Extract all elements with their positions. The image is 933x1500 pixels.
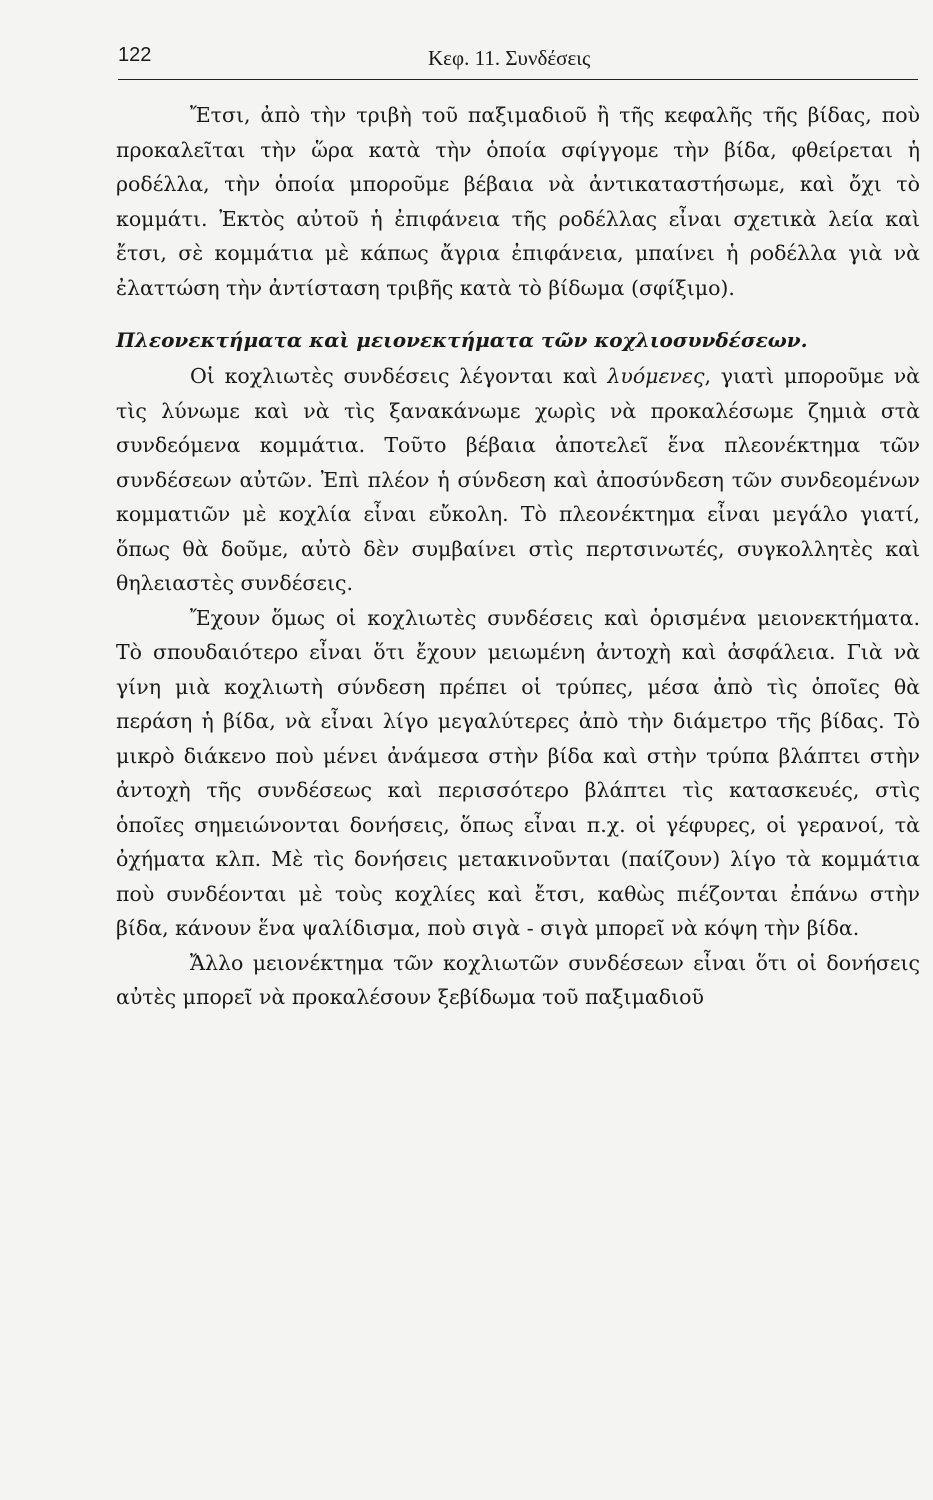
header-rule [118,79,918,80]
page-number: 122 [118,44,152,66]
section-heading: Πλεονεκτήματα καὶ μειονεκτήματα τῶν κοχλιοσυνδέσεων. [116,328,808,352]
body-text [116,98,920,1015]
advantages-italic-term: λυόμενες [607,364,705,388]
advantages-text-start: Οἱ κοχλιωτὲς συνδέσεις λέγονται καὶ [190,364,608,388]
paragraph-loosening: Ἄλλο μειονέκτημα τῶν κοχλιωτῶν συνδέσεων εἶναι ὅτι οἱ δονήσεις αὐτὲς μπορεῖ νὰ προκαλέσουν ξεβίδωμα τοῦ παξιμαδιοῦ [116,950,920,1009]
advantages-text-end: , γιατὶ μποροῦμε νὰ τὶς λύνωμε καὶ νὰ τὶς ξανακάνωμε χωρὶς νὰ προκαλέσωμε ζημιὰ στὰ συνδεόμενα κομμάτια. Τοῦτο βέβαια ἀποτελεῖ ἕνα πλεονέκτημα τῶν συνδέσεων αὐτῶν. Ἐπὶ πλέον ἡ σύνδεση καὶ ἀποσύνδεση τῶν συνδεομένων κομματιῶν μὲ κοχλία εἶναι εὔκολη. Τὸ πλεονέκτημα εἶναι μεγάλο γιατί, ὅπως θὰ δοῦμε, αὐτὸ δὲν συμβαίνει στὶς περτσινωτές, συγκολλητὲς καὶ θηλειαστὲς συνδέσεις. [116,364,920,595]
paragraph-advantages [116,359,920,601]
paragraph-washer-friction: Ἔτσι, ἀπὸ τὴν τριβὴ τοῦ παξιμαδιοῦ ἢ τῆς κεφαλῆς τῆς βίδας, ποὺ προκαλεῖται τὴν ὥρα κατὰ τὴν ὁποία σφίγγομε τὴν βίδα, φθείρεται ἡ ροδέλλα, τὴν ὁποία μποροῦμε βέβαια νὰ ἀντικαταστήσωμε, καὶ ὄχι τὸ κομμάτι. Ἐκτὸς αὐτοῦ ἡ ἐπιφάνεια τῆς ροδέλλας εἶναι σχετικὰ λεία καὶ ἔτσι, σὲ κομμάτια μὲ κάπως ἄγρια ἐπιφάνεια, μπαίνει ἡ ροδέλλα γιὰ νὰ ἐλαττώση τὴν ἀντίσταση τριβῆς κατὰ τὸ βίδωμα (σφίξιμο). [116,103,920,300]
running-title: Κεφ. 11. Συνδέσεις [428,46,591,70]
page-header [118,44,918,78]
paragraph-disadvantages: Ἔχουν ὅμως οἱ κοχλιωτὲς συνδέσεις καὶ ὁρισμένα μειονεκτήματα. Τὸ σπουδαιότερο εἶναι ὅτι ἔχουν μειωμένη ἀντοχὴ καὶ ἀσφάλεια. Γιὰ νὰ γίνη μιὰ κοχλιωτὴ σύνδεση πρέπει οἱ τρύπες, μέσα ἀπὸ τὶς ὁποῖες θὰ περάση ἡ βίδα, νὰ εἶναι λίγο μεγαλύτερες ἀπὸ τὴν διάμετρο τῆς βίδας. Τὸ μικρὸ διάκενο ποὺ μένει ἀνάμεσα στὴν βίδα καὶ στὴν τρύπα βλάπτει στὴν ἀντοχὴ τῆς συνδέσεως καὶ περισσότερο βλάπτει τὶς κατασκευές, στὶς ὁποῖες σημειώνονται δονήσεις, ὅπως εἶναι π.χ. οἱ γέφυρες, οἱ γερανοί, τὰ ὀχήματα κλπ. Μὲ τὶς δονήσεις μετακινοῦνται (παίζουν) λίγο τὰ κομμάτια ποὺ συνδέονται μὲ τοὺς κοχλίες καὶ ἔτσι, καθὼς πιέζονται ἐπάνω στὴν βίδα, κάνουν ἕνα ψαλίδισμα, ποὺ σιγὰ - σιγὰ μπορεῖ νὰ κόψη τὴν βίδα. [116,605,920,940]
